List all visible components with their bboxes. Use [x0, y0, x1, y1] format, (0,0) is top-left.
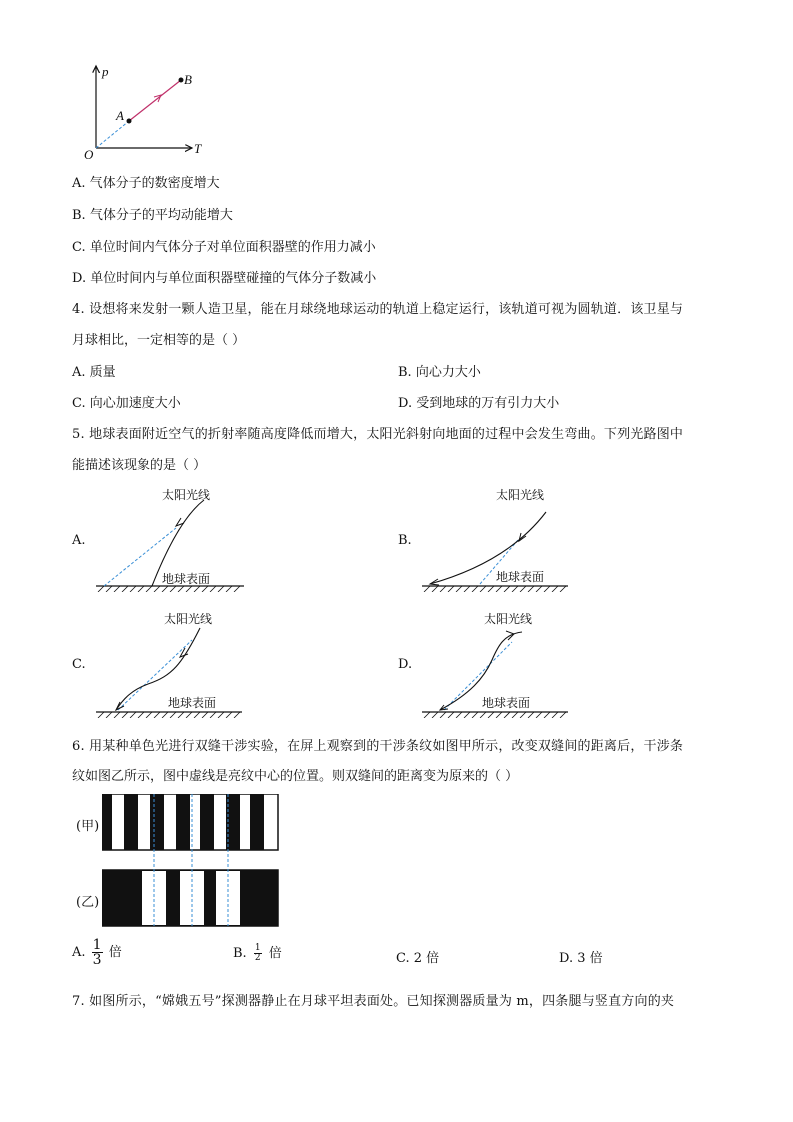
label-point-a: A: [116, 108, 124, 123]
q5-option-c-letter: C.: [72, 657, 86, 672]
q5-c-sun-label: 太阳光线: [164, 612, 213, 626]
q6-option-a-prefix: A.: [72, 945, 86, 960]
q6-option-b-numerator: 1: [254, 943, 261, 953]
q6-option-a: [72, 938, 122, 967]
axis-label-p: p: [102, 64, 109, 79]
q6-option-c: C. 2 倍: [396, 951, 440, 966]
q5-d-ground-label: 地球表面: [482, 696, 531, 710]
q6-option-b: [233, 942, 282, 963]
fringe-label-yi: (乙): [76, 895, 100, 910]
q5-stem-line1: 5. 地球表面附近空气的折射率随高度降低而增大，太阳光斜射向地面的过程中会发生弯曲。下列光路图中: [72, 427, 684, 442]
q5-option-d-letter: D.: [398, 657, 413, 672]
q5-stem-line2: 能描述该现象的是（ ）: [72, 458, 207, 473]
q6-option-d: D. 3 倍: [559, 951, 603, 966]
interference-fringes: [102, 794, 280, 930]
q3-option-a: A. 气体分子的数密度增大: [72, 176, 220, 191]
q4-option-a: A. 质量: [72, 365, 116, 380]
point-b: [179, 78, 184, 83]
q6-stem-line1: 6. 用某种单色光进行双缝干涉实验，在屏上观察到的干涉条纹如图甲所示，改变双缝间的距离后，干涉条: [72, 739, 684, 754]
q5-a-sun-label: 太阳光线: [162, 488, 211, 502]
q5-b-sun-label: 太阳光线: [496, 488, 545, 502]
q5-c-ground-label: 地球表面: [168, 696, 217, 710]
q6-option-b-denominator: 2: [254, 953, 261, 963]
q3-option-b: B. 气体分子的平均动能增大: [72, 208, 233, 223]
origin-label: O: [84, 147, 94, 162]
q6-option-b-prefix: B.: [233, 946, 247, 961]
q4-option-d: D. 受到地球的万有引力大小: [398, 396, 560, 411]
point-a: [127, 119, 132, 124]
q6-option-a-denominator: 3: [92, 952, 102, 968]
q5-d-sun-label: 太阳光线: [484, 612, 533, 626]
q3-option-d: D. 单位时间内与单位面积器壁碰撞的气体分子数减小: [72, 271, 377, 286]
q3-option-c: C. 单位时间内气体分子对单位面积器壁的作用力减小: [72, 240, 376, 255]
q5-b-ground-label: 地球表面: [496, 570, 545, 584]
axis-label-t: T: [194, 141, 202, 156]
process-line-ab: [129, 80, 181, 121]
q6-option-b-fraction: [254, 944, 262, 963]
q4-option-c: C. 向心加速度大小: [72, 396, 181, 411]
q4-option-b: B. 向心力大小: [398, 365, 481, 380]
q6-option-a-numerator: 1: [92, 937, 102, 953]
q6-option-b-suffix: 倍: [268, 946, 282, 961]
q4-stem-line2: 月球相比，一定相等的是（ ）: [72, 333, 246, 348]
q6-stem-line2: 纹如图乙所示，图中虚线是亮纹中心的位置。则双缝间的距离变为原来的（ ）: [72, 769, 519, 784]
q4-stem-line1: 4. 设想将来发射一颗人造卫星，能在月球绕地球运动的轨道上稳定运行，该轨道可视为圆轨道．该卫星与: [72, 302, 684, 317]
q6-option-a-suffix: 倍: [108, 945, 122, 960]
q5-a-ground-label: 地球表面: [162, 572, 211, 586]
q5-option-b-letter: B.: [398, 533, 412, 548]
q5-option-a-letter: A.: [72, 533, 86, 548]
dashed-extension: [96, 121, 129, 148]
fringe-label-jia: (甲): [76, 819, 100, 834]
q7-stem-line1: 7. 如图所示，“嫦娥五号”探测器静止在月球平坦表面处。已知探测器质量为 m，四条腿与竖直方向的夹: [72, 994, 675, 1009]
q6-option-a-fraction: [92, 938, 103, 967]
label-point-b: B: [184, 72, 192, 87]
